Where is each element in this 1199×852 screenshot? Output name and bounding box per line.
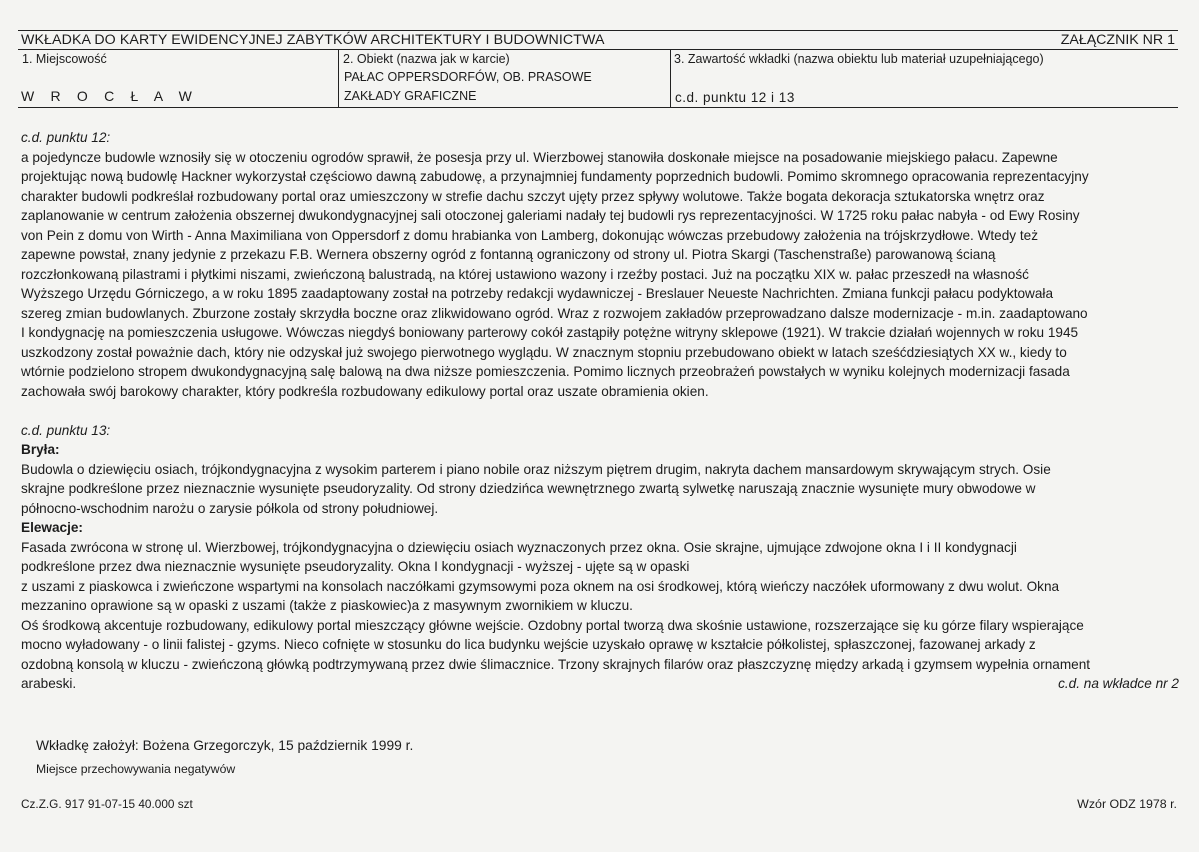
header-title-bar [18, 30, 1178, 50]
field-object-label: 2. Obiekt (nazwa jak w karcie) [343, 52, 510, 66]
text-line: wtórnie podzielono stropem dwukondygnacyjną salę balową na dwa niższe pomieszczenia. Pomimo licznych przeobrażeń powstałych w wyniku kolejnych modernizacji fasada [21, 364, 1070, 379]
text-line: a pojedyncze budowle wznosiły się w otoczeniu ogrodów sprawił, że posesja przy ul. Wierzbowej stanowiła doskonałe miejsce na posadowanie miejskiego pałacu. Zapewne [21, 149, 1058, 165]
text-line: szereg zmian budowlanych. Zburzone zostały skrzydła boczne oraz zlikwidowano ogród. Wraz z rozwojem zakładów przeprowadzano dalsze modernizacje - m.in. zaadaptowano [21, 305, 1088, 321]
header-fields-row [18, 49, 1178, 108]
section-13-heading: c.d. punktu 13: [21, 422, 111, 438]
document-body [21, 128, 1179, 694]
field-contents [670, 49, 1178, 107]
spacer [21, 401, 1179, 421]
annex-label: ZAŁĄCZNIK NR 1 [1060, 32, 1175, 48]
text-line: Wyższego Urzędu Górniczego, a w roku 1895 zaadaptowany został na potrzeby redakcji wydawniczej - Breslauer Neueste Nachrichten. Zmiana funkcji pałacu podyktowała [21, 286, 1054, 301]
text-line: Fasada zwrócona w stronę ul. Wierzbowej, trójkondygnacyjna o dziewięciu osiach wyznaczonych przez okna. Osie skrajne, ujmujące zdwojone okna I i II kondygnacji [21, 539, 1017, 555]
field-locality-label: 1. Miejscowość [22, 52, 107, 66]
form-code: Wzór ODZ 1978 r. [1077, 797, 1177, 811]
text-line: północno-wschodnim narożu o zarysie półkola od strony południowej. [21, 500, 439, 516]
elewacje-heading: Elewacje: [21, 520, 83, 535]
field-object-line-2: ZAKŁADY GRAFICZNE [344, 89, 477, 103]
field-contents-label: 3. Zawartość wkładki (nazwa obiektu lub materiał uzupełniającego) [674, 52, 1044, 66]
text-line-end: arabeski. [21, 676, 77, 691]
text-line: z uszami z piaskowca i zwieńczone wspartymi na konsolach naczółkami gzymsowymi poza oknem na osi środkowej, którą wieńczy naczółek uformowany z dwu wolut. Okna [21, 578, 1060, 594]
text-line: ozdobną konsolą w kluczu - zwieńczoną główką podtrzymywaną przez dwie ślimacznice. Trzony skrajnych filarów oraz płaszczyznę między arkadą i gzymsem wypełnia ornament [21, 656, 1091, 672]
signature-line: Wkładkę założył: Bożena Grzegorczyk, 15 październik 1999 r. [36, 738, 414, 753]
field-object-line-1: PAŁAC OPPERSDORFÓW, OB. PRASOWE [344, 70, 592, 84]
text-line: mocno wyładowany - o linii falistej - gzyms. Nieco cofnięte w stosunku do lica budynku wejście uzyskało oprawę w kształcie półkolistej, spłaszczonej, fazowanej arkady z [21, 637, 1036, 652]
continued-note: c.d. na wkładce nr 2 [1058, 676, 1179, 691]
text-line: skrajne podkreślone przez nieznacznie wysunięte pseudoryzality. Od strony dziedzińca wewnętrznego zwartą sylwetkę naruszają znacznie wysunięte mury obwodowe w [21, 481, 1036, 496]
bryla-heading: Bryła: [21, 442, 60, 457]
print-code: Cz.Z.G. 917 91-07-15 40.000 szt [21, 797, 193, 811]
text-line: Oś środkową akcentuje rozbudowany, edikulowy portal mieszczący główne wejście. Ozdobny portal tworzą dwa skośnie ustawione, rozszerzające się ku górze filary wspierające [21, 617, 1084, 633]
bryla-text [21, 460, 1179, 519]
text-line: zaplanowanie w centrum założenia obszernej dwukondygnacyjnej sali otoczonej galeriami nadały tej budowli rys reprezentacyjności. W 1725 roku pałac nabyła - od Ewy Rosiny [21, 208, 1080, 223]
text-line: podkreślone przez dwa nieznacznie wysunięte pseudoryzality. Okna I kondygnacji - wyższej - ujęte są w opaski [21, 559, 690, 574]
text-last-line [21, 674, 1179, 694]
text-line: projektując nową budowlę Hackner wykorzystał częściowo dawną zabudowę, a przynajmniej fundamenty poprzednich budowli. Pomimo skromnego opracowania reprezentacyjny [21, 169, 1089, 184]
text-line: rozczłonkowaną pilastrami i płytkimi niszami, zwieńczoną balustradą, na której ustawiono wazony i rzeźby postaci. Już na początku XIX w. pałac przeszedł na własność [21, 266, 1029, 282]
field-object [338, 49, 671, 107]
text-line: mezzanino oprawione są w opaski z uszami (także z piaskowiec)a z masywnym zwornikiem w kluczu. [21, 598, 633, 613]
field-contents-value: c.d. punktu 12 i 13 [675, 90, 795, 105]
field-locality [18, 49, 338, 107]
section-12-text [21, 148, 1179, 402]
text-line: zapewne powstał, znany jedynie z przekazu F.B. Wernera obszerny ogród z fontanną ograniczony od strony ul. Piotra Skargi (Taschenstraße) parowanową ścianą [21, 247, 996, 262]
negatives-location-label: Miejsce przechowywania negatywów [36, 762, 236, 776]
field-locality-value: W R O C Ł A W [21, 88, 199, 104]
text-line: von Pein z domu von Wirth - Anna Maximiliana von Oppersdorf z domu hrabianka von Lamberg, dokonując wówczas przebudowy założenia na trójskrzydłowe. Wtedy też [21, 227, 1039, 243]
elewacje-text [21, 538, 1179, 694]
text-line: Budowla o dziewięciu osiach, trójkondygnacyjna z wysokim parterem i piano nobile oraz niższym piętrem drugim, nakryta dachem mansardowym skrywającym strych. Osie [21, 461, 1051, 477]
section-12-heading: c.d. punktu 12: [21, 130, 111, 145]
text-line: zachowała swój barokowy charakter, który podkreśla rozbudowany edikulowy portal oraz uszate obramienia okien. [21, 383, 709, 399]
text-line: charakter budowli podkreślał rozbudowany portal oraz umieszczony w strefie dachu szczyt ujęty przez spływy wolutowe. Także bogata dekoracja sztukatorska wnętrz oraz [21, 188, 1045, 204]
form-title: WKŁADKA DO KARTY EWIDENCYJNEJ ZABYTKÓW ARCHITEKTURY I BUDOWNICTWA [21, 32, 605, 48]
text-line: uszkodzony został poważnie dach, który nie odzyskał już swojego pierwotnego wyglądu. W znacznym stopniu przebudowano obiekt w latach sześćdziesiątych XX w., kiedy to [21, 344, 1067, 360]
text-line: I kondygnację na pomieszczenia usługowe. Wówczas niegdyś boniowany parterowy cokół zastąpiły potężne witryny sklepowe (1921). W trakcie działań wojennych w roku 1945 [21, 325, 1079, 340]
